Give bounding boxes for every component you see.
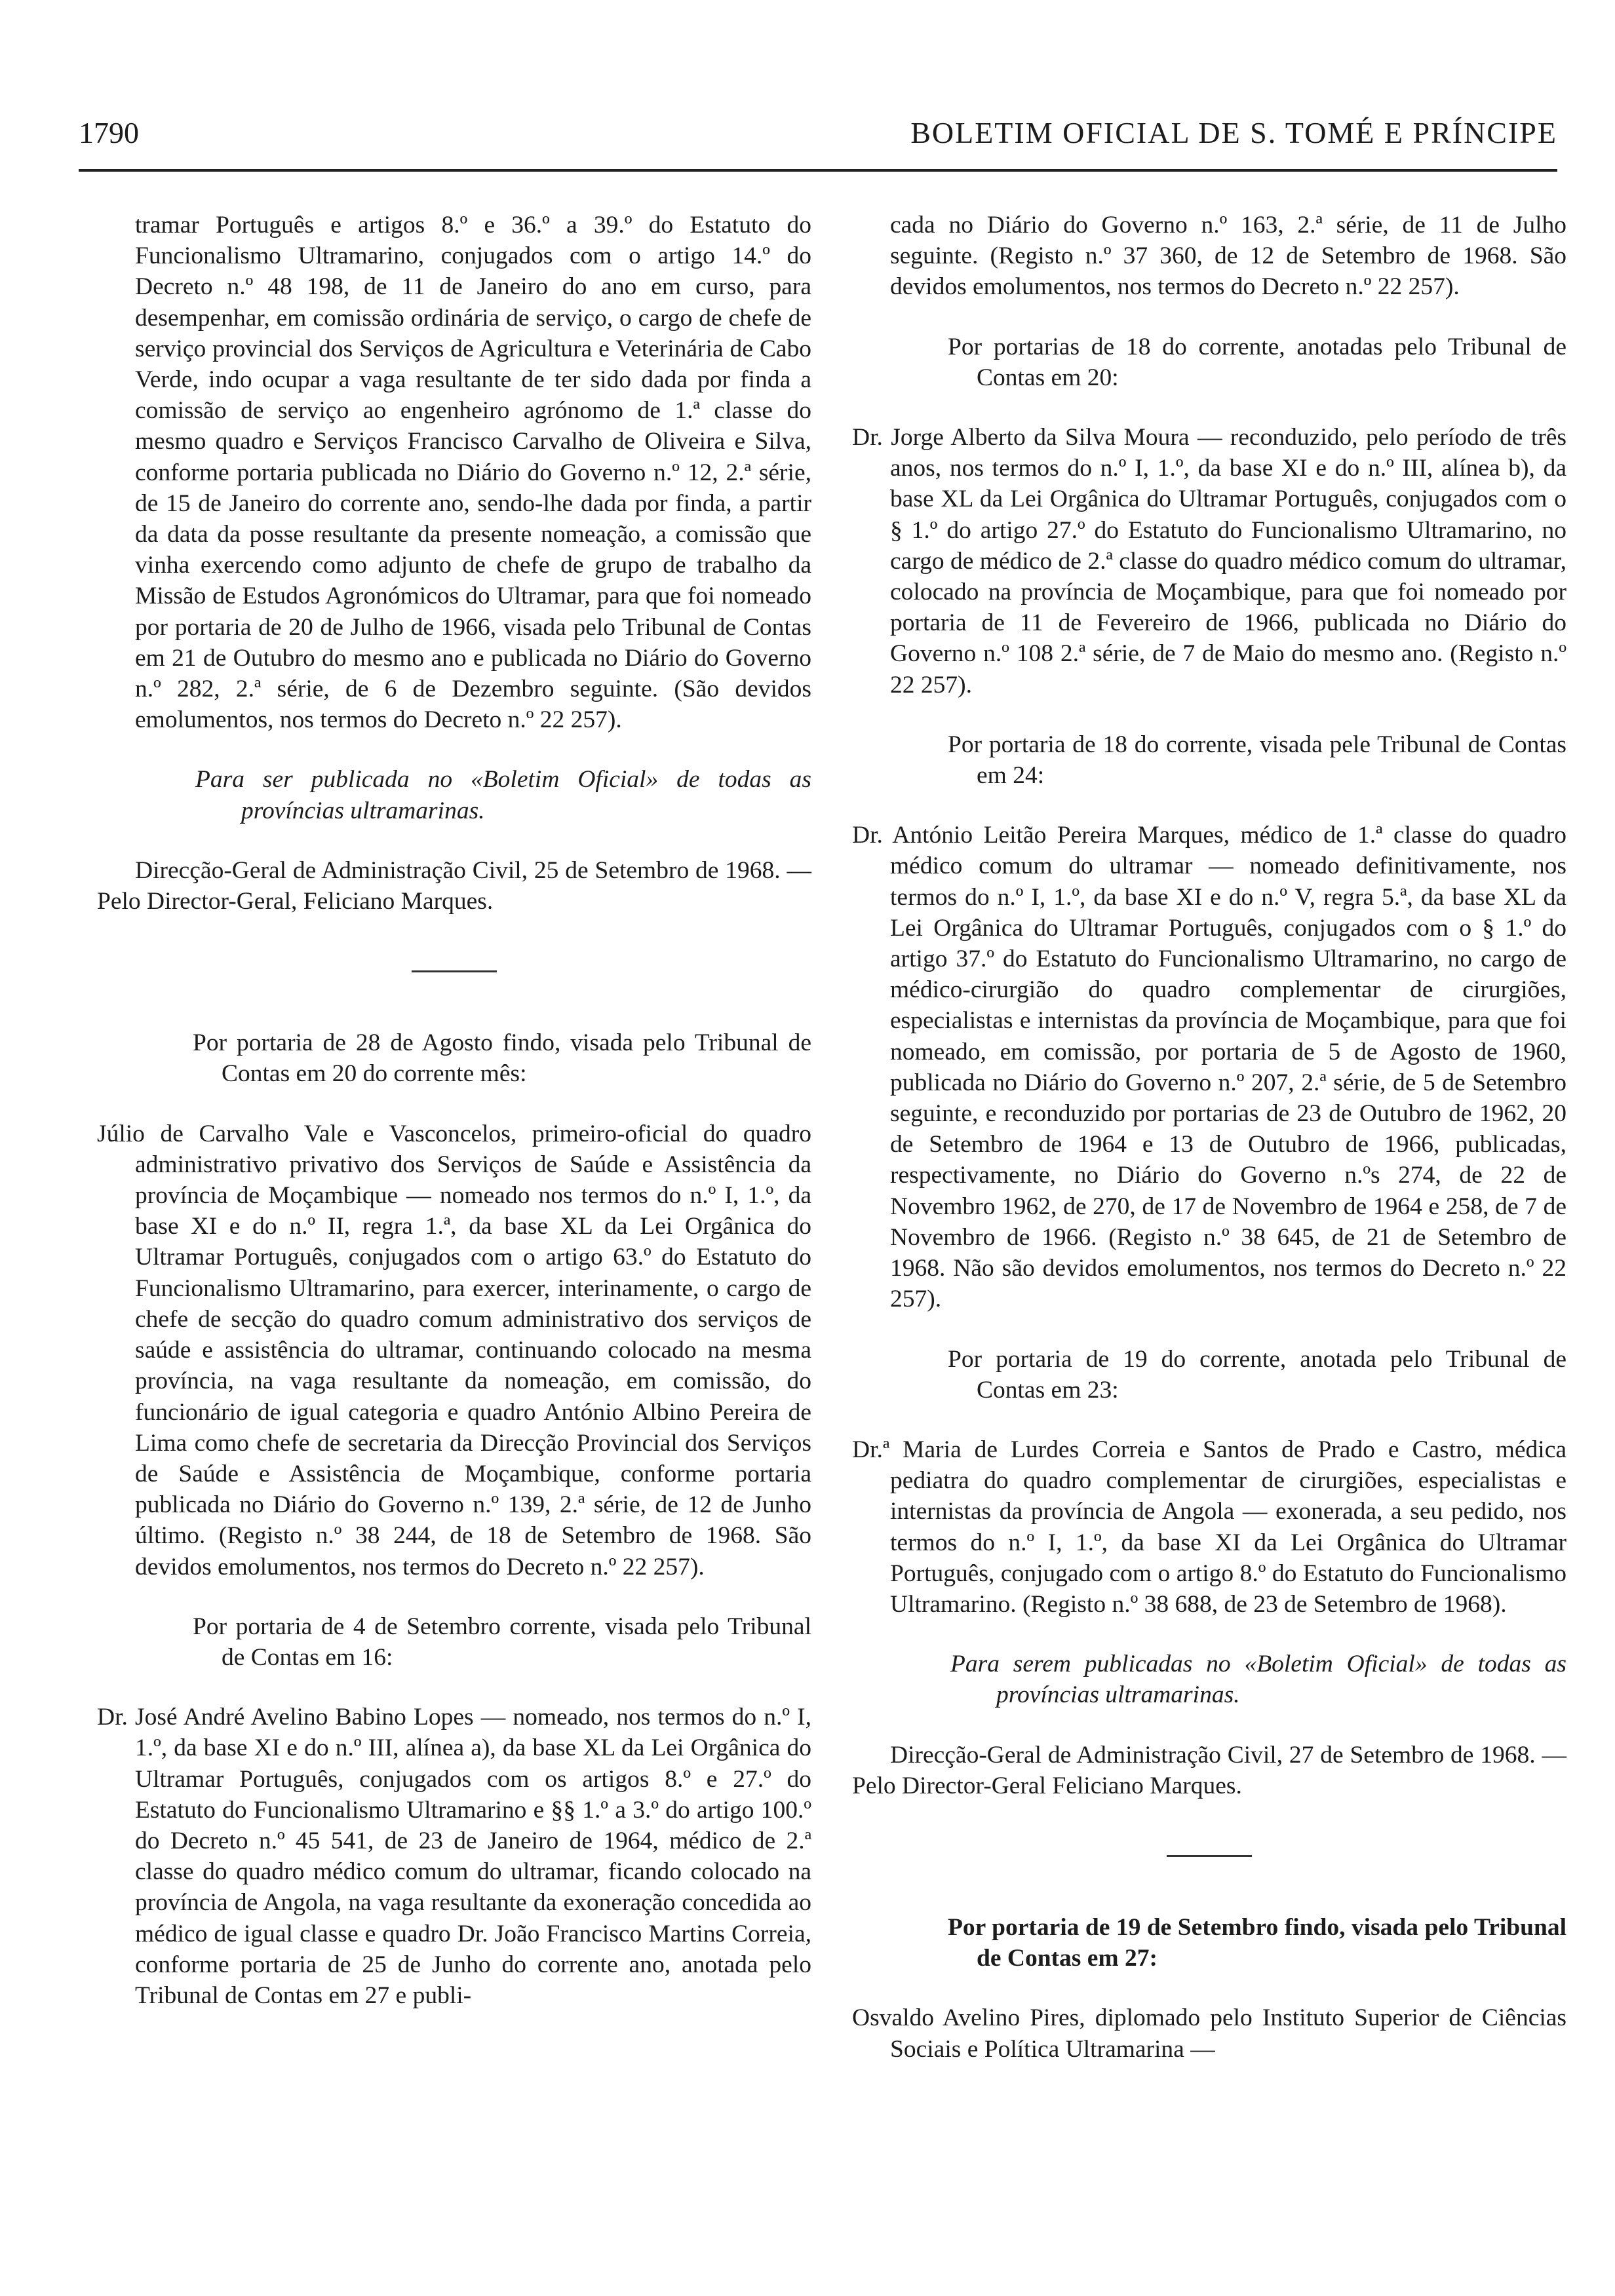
- appointment-entry: Dr. Jorge Alberto da Silva Moura — reconduzido, pelo período de três anos, nos termos do n.º I, 1.º, da base XI e do n.º III, alínea b), da base XL da Lei Orgânica do Ultramar Português, conjugados com o § 1.º do artigo 27.º do Estatuto do Funcionalismo Ultramarino, no cargo de médico de 2.ª classe do quadro médico comum do ultramar, colocado na província de Moçambique, para que foi nomeado por portaria de 11 de Fevereiro de 1966, publicada no Diário do Governo n.º 108 2.ª série, de 7 de Maio do mesmo ano. (Registo n.º 22 257).: [852, 424, 1566, 698]
- appointment-entry: Dr.ª Maria de Lurdes Correia e Santos de Prado e Castro, médica pediatra do quadro complementar de cirurgiões, especialistas e internistas da província de Angola — exonerada, a seu pedido, nos termos do n.º I, 1.º, da base XI da Lei Orgânica do Ultramar Português, conjugado com o artigo 8.º do Estatuto do Funcionalismo Ultramarino. (Registo n.º 38 688, de 23 de Setembro de 1968).: [852, 1436, 1566, 1618]
- appointment-entry: Dr. António Leitão Pereira Marques, médico de 1.ª classe do quadro médico comum do ultramar — nomeado definitivamente, nos termos do n.º I, 1.º, da base XI e do n.º V, regra 5.ª, da base XL da Lei Orgânica do Ultramar Português, conjugados com o § 1.º do artigo 37.º do Estatuto do Funcionalismo Ultramarino, no cargo de médico-cirurgião do quadro complementar de cirurgiões, especialistas e internistas da província de Moçambique, para que foi nomeado, em comissão, por portaria de 5 de Agosto de 1960, publicada no Diário do Governo n.º 207, 2.ª série, de 5 de Setembro seguinte, e reconduzido por portarias de 23 de Outubro de 1962, 20 de Setembro de 1964 e 13 de Outubro de 1966, publicadas, respectivamente, no Diário do Governo n.ºs 274, de 22 de Novembro 1962, de 270, de 17 de Novembro de 1964 e 258, de 7 de Novembro de 1966. (Registo n.º 38 645, de 21 de Setembro de 1968. Não são devidos emolumentos, nos termos do Decreto n.º 22 257).: [852, 822, 1566, 1313]
- appointment-entry: Osvaldo Avelino Pires, diplomado pelo Instituto Superior de Ciências Sociais e Política Ultramarina —: [852, 2004, 1566, 2063]
- left-column: [97, 210, 811, 2040]
- portaria-intro: Por portaria de 19 do corrente, anotada pelo Tribunal de Contas em 23:: [948, 1345, 1566, 1404]
- paragraph-continuation: cada no Diário do Governo n.º 163, 2.ª série, de 11 de Julho seguinte. (Registo n.º 37 360, de 12 de Setembro de 1968. São devidos emolumentos, nos termos do Decreto n.º 22 257).: [890, 212, 1566, 301]
- portaria-intro: Por portaria de 18 do corrente, visada pele Tribunal de Contas em 24:: [948, 731, 1566, 790]
- section-divider: [1167, 1855, 1252, 1857]
- portaria-intro: Por portaria de 4 de Setembro corrente, visada pelo Tribunal de Contas em 16:: [193, 1613, 811, 1671]
- appointment-entry: Júlio de Carvalho Vale e Vasconcelos, primeiro-oficial do quadro administrativo privativo dos Serviços de Saúde e Assistência da província de Moçambique — nomeado nos termos do n.º I, 1.º, da base XI e do n.º II, regra 1.ª, da base XL da Lei Orgânica do Ultramar Português, conjugados com o artigo 63.º do Estatuto do Funcionalismo Ultramarino, para exercer, interinamente, o cargo de chefe de secção do quadro comum administrativo dos serviços de saúde e assistência do ultramar, continuando colocado na mesma província, na vaga resultante da nomeação, em comissão, do funcionário de igual categoria e quadro António Albino Pereira de Lima como chefe de secretaria da Direcção Provincial dos Serviços de Saúde e Assistência de Moçambique, conforme portaria publicada no Diário do Governo n.º 139, 2.ª série, de 12 de Junho último. (Registo n.º 38 244, de 18 de Setembro de 1968. São devidos emolumentos, nos termos do Decreto n.º 22 257).: [97, 1120, 811, 1580]
- signature-line: Direcção-Geral de Administração Civil, 25 de Setembro de 1968. — Pelo Director-Geral, Feliciano Marques.: [97, 856, 811, 915]
- portaria-intro: Por portarias de 18 do corrente, anotadas pelo Tribunal de Contas em 20:: [948, 333, 1566, 391]
- publication-note: Para ser publicada no «Boletim Oficial» de todas as províncias ultramarinas.: [195, 766, 811, 824]
- right-column: [852, 210, 1566, 2094]
- appointment-entry: Dr. José André Avelino Babino Lopes — nomeado, nos termos do n.º I, 1.º, da base XI e do n.º III, alínea a), da base XL da Lei Orgânica do Ultramar Português, conjugados com os artigos 8.º e 27.º do Estatuto do Funcionalismo Ultramarino e §§ 1.º a 3.º do artigo 100.º do Decreto n.º 45 541, de 23 de Janeiro de 1964, médico de 2.ª classe do quadro médico comum do ultramar, ficando colocado na província de Angola, na vaga resultante da exoneração concedida ao médico de igual classe e quadro Dr. João Francisco Martins Correia, conforme portaria de 25 de Junho do corrente ano, anotada pelo Tribunal de Contas em 27 e publi-: [97, 1704, 811, 2009]
- signature-line: Direcção-Geral de Administração Civil, 27 de Setembro de 1968. — Pelo Director-Geral Feliciano Marques.: [852, 1741, 1566, 1799]
- portaria-intro: Por portaria de 28 de Agosto findo, visada pelo Tribunal de Contas em 20 do corrente mês:: [193, 1029, 811, 1088]
- page-header: [79, 110, 1557, 172]
- publication-title: BOLETIM OFICIAL DE S. TOMÉ E PRÍNCIPE: [910, 116, 1557, 149]
- page-number: 1790: [79, 116, 139, 149]
- portaria-intro: Por portaria de 19 de Setembro findo, visada pelo Tribunal de Contas em 27:: [948, 1913, 1566, 1972]
- publication-note: Para serem publicadas no «Boletim Oficial» de todas as províncias ultramarinas.: [950, 1651, 1566, 1709]
- paragraph-continuation: tramar Português e artigos 8.º e 36.º a 39.º do Estatuto do Funcionalismo Ultramarino, conjugados com o artigo 14.º do Decreto n.º 48 198, de 11 de Janeiro do ano em curso, para desempenhar, em comissão ordinária de serviço, o cargo de chefe de serviço provincial dos Serviços de Agricultura e Veterinária de Cabo Verde, indo ocupar a vaga resultante de ter sido dada por finda a comissão de serviço ao engenheiro agrónomo de 1.ª classe do mesmo quadro e Serviços Francisco Carvalho de Oliveira e Silva, conforme portaria publicada no Diário do Governo n.º 12, 2.ª série, de 15 de Janeiro do corrente ano, sendo-lhe dada por finda, a partir da data da posse resultante da presente nomeação, a comissão que vinha exercendo como adjunto de chefe de grupo de trabalho da Missão de Estudos Agronómicos do Ultramar, para que foi nomeado por portaria de 20 de Julho de 1966, visada pelo Tribunal de Contas em 21 de Outubro do mesmo ano e publicada no Diário do Governo n.º 282, 2.ª série, de 6 de Dezembro seguinte. (São devidos emolumentos, nos termos do Decreto n.º 22 257).: [135, 212, 811, 734]
- section-divider: [412, 970, 497, 972]
